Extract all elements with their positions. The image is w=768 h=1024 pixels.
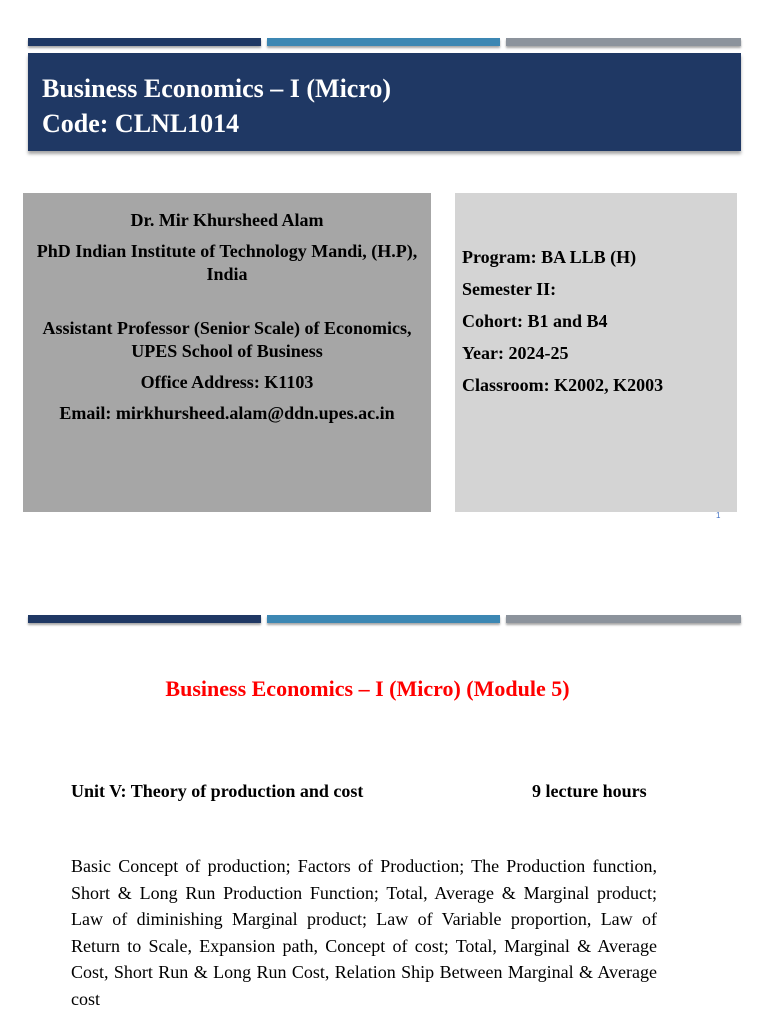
slide1-accent-bar-gray <box>506 38 741 46</box>
instructor-degree: PhD Indian Institute of Technology Mandi, (H.P), India <box>36 241 418 284</box>
unit-title: Unit V: Theory of production and cost <box>71 781 364 801</box>
instructor-position: Assistant Professor (Senior Scale) of Economics, UPES School of Business <box>42 318 412 361</box>
slide1-accent-bar-blue <box>267 38 500 46</box>
course-info-box <box>455 193 737 512</box>
course-classroom: Classroom: K2002, K2003 <box>462 375 664 395</box>
slide2-accent-bar-gray <box>506 615 741 623</box>
module-title: Business Economics – I (Micro) (Module 5) <box>165 676 570 701</box>
unit-hours: 9 lecture hours <box>532 781 647 801</box>
course-cohort: Cohort: B1 and B4 <box>462 311 608 331</box>
course-year: Year: 2024-25 <box>462 343 569 363</box>
slide1-accent-bar-navy <box>28 38 261 46</box>
course-semester: Semester II: <box>462 279 557 299</box>
slide2-accent-bar-navy <box>28 615 261 623</box>
course-program: Program: BA LLB (H) <box>462 247 637 267</box>
instructor-name: Dr. Mir Khursheed Alam <box>130 210 324 230</box>
course-title: Business Economics – I (Micro) <box>42 74 392 103</box>
instructor-box <box>23 193 431 512</box>
slide1-title-band <box>28 53 741 151</box>
instructor-office: Office Address: K1103 <box>140 372 314 392</box>
course-code: Code: CLNL1014 <box>42 109 240 138</box>
unit-syllabus-text: Basic Concept of production; Factors of Production; The Production function, Short & Long Run Production Function; Total, Average & Marginal product; Law of diminishing Marginal product; Law of Variable proportion, Law of Return to Scale, Expansion path, Concept of cost; Total, Marginal & Average Cost, Short Run & Long Run Cost, Relation Ship Between Marginal & Average cost <box>71 856 657 1009</box>
slide2-accent-bar-blue <box>267 615 500 623</box>
slide-page-number: 1 <box>716 511 721 520</box>
instructor-email: Email: mirkhursheed.alam@ddn.upes.ac.in <box>59 403 395 423</box>
